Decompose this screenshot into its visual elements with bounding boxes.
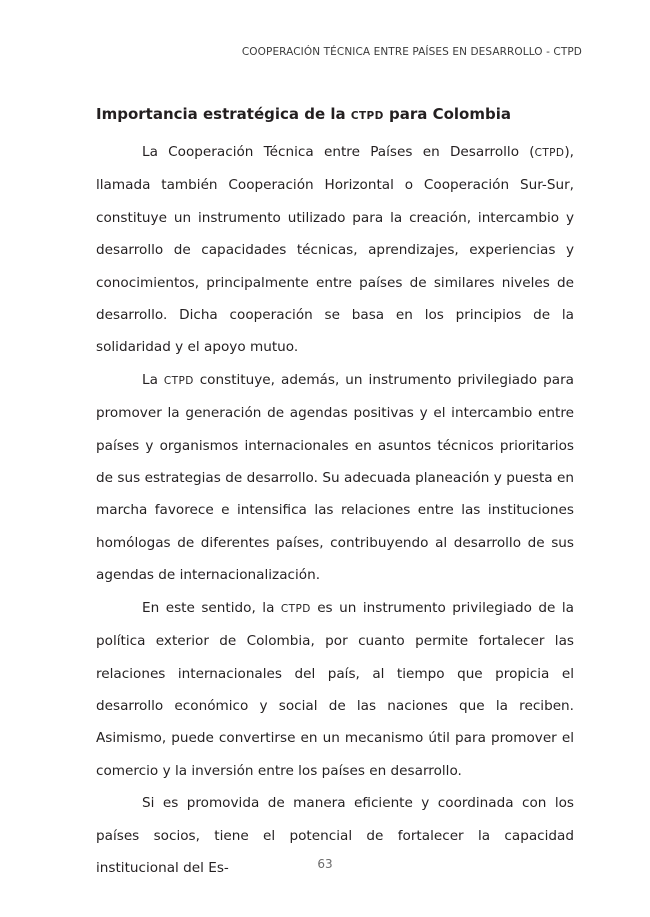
section-title-text-after: para Colombia	[383, 105, 511, 123]
section-title-text-before: Importancia estratégica de la	[96, 105, 351, 123]
section-title	[96, 96, 574, 134]
paragraph-2	[96, 364, 574, 592]
paragraph-2-acronym: CTPD	[163, 374, 194, 387]
paragraph-3-text-b: es un instrumento privilegiado de la política exterior de Colombia, por cuanto permite fortalecer las relaciones internacionales del país, al tiempo que propicia el desarrollo económico y social de las naciones que la reciben. Asimismo, puede convertirse en un mecanismo útil para promover el comercio y la inversión entre los países en desarrollo.	[96, 599, 575, 779]
page-number: 63	[317, 857, 333, 871]
paragraph-2-text-b: constituye, además, un instrumento privilegiado para promover la generación de agendas positivas y el intercambio entre países y organismos internacionales en asuntos técnicos prioritarios de sus estrategias de desarrollo. Su adecuada planeación y puesta en marcha favorece e intensifica las relaciones entre las instituciones homólogas de diferentes países, contribuyendo al desarrollo de sus agendas de internacionalización.	[96, 371, 574, 584]
paragraph-4: Si es promovida de manera eficiente y coordinada con los países socios, tiene el potencial de fortalecer la capacidad institucional del Es-	[96, 795, 574, 876]
paragraph-3-acronym: CTPD	[280, 602, 311, 615]
paragraph-3	[96, 592, 574, 787]
running-header: COOPERACIÓN TÉCNICA ENTRE PAÍSES EN DESARROLLO - CTPD	[241, 46, 582, 58]
paragraph-3-text-a: En este sentido, la	[142, 599, 281, 616]
section-title-acronym: CTPD	[350, 110, 384, 122]
paragraph-2-text-a: La	[142, 371, 164, 388]
page-body	[96, 96, 574, 884]
paragraph-1	[96, 136, 574, 364]
paragraph-1-acronym: CTPD	[534, 147, 565, 159]
paragraph-1-text-a: La Cooperación Técnica entre Países en Desarrollo (	[142, 144, 535, 160]
paragraph-1-text-b: ), llamada también Cooperación Horizontal o Cooperación Sur-Sur, constituye un instrumento utilizado para la creación, intercambio y desarrollo de capacidades técnicas, aprendizajes, experiencias y conocimientos, principalmente entre países de similares niveles de desarrollo. Dicha cooperación se basa en los principios de la solidaridad y el apoyo mutuo.	[96, 144, 574, 356]
